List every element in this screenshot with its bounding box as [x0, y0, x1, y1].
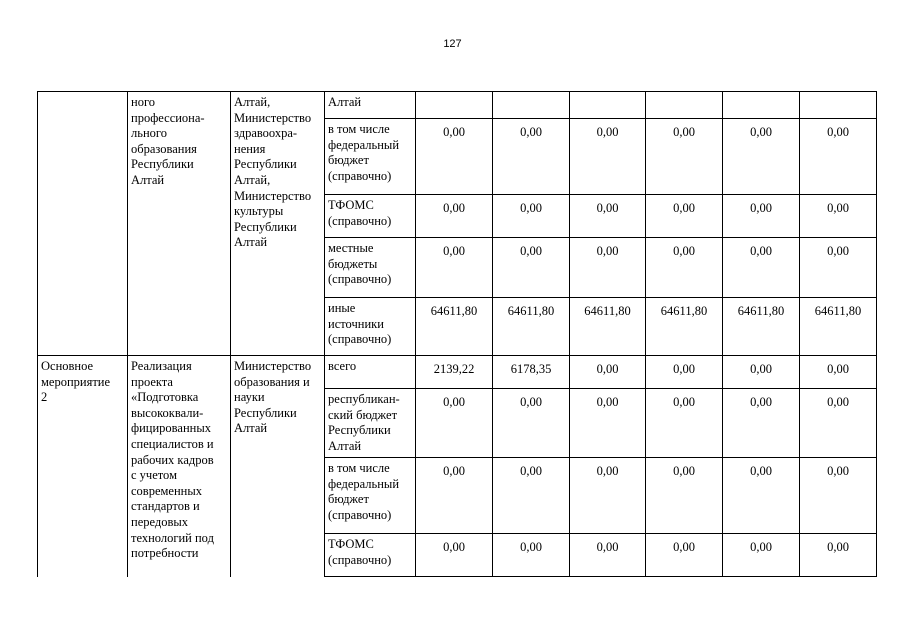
responsible-executor-line: науки [234, 390, 265, 405]
event-name-line: льного [131, 126, 167, 141]
funding-source-line: Алтай [328, 438, 362, 453]
responsible-executor-line: Алтай [234, 421, 268, 436]
amount-cell: 0,00 [493, 195, 570, 238]
amount-cell: 2139,22 [416, 356, 493, 389]
amount-cell: 0,00 [570, 195, 646, 238]
amount-cell: 0,00 [800, 356, 877, 389]
amount-cell: 0,00 [493, 458, 570, 534]
amount-cell: 0,00 [646, 195, 723, 238]
event-name-line: Реализация [131, 359, 192, 373]
funding-source-line: в том числе [328, 122, 390, 136]
responsible-executor-line: здравоохра- [234, 126, 298, 141]
amount-cell: 0,00 [723, 119, 800, 195]
responsible-executor-line: Алтай, [234, 95, 271, 109]
event-name-line: рабочих кадров [131, 452, 214, 467]
event-name-line: Республики [131, 157, 194, 172]
amount-cell: 64611,80 [800, 298, 877, 356]
amount-cell: 0,00 [646, 119, 723, 195]
responsible-executor-line: Министерство [234, 110, 312, 125]
amount-cell: 0,00 [723, 356, 800, 389]
amount-cell: 0,00 [416, 119, 493, 195]
funding-source [325, 356, 416, 389]
amount-cell: 6178,35 [493, 356, 570, 389]
event-label-line: 2 [41, 390, 48, 405]
funding-source-line: ТФОМС [328, 198, 374, 212]
amount-cell: 0,00 [723, 195, 800, 238]
event-name-line: профессиона- [131, 110, 205, 125]
funding-source-line: бюджет [328, 153, 369, 168]
amount-cell [800, 92, 877, 119]
amount-cell: 0,00 [570, 119, 646, 195]
amount-cell: 64611,80 [493, 298, 570, 356]
funding-source [325, 119, 416, 195]
funding-source-line: местные [328, 241, 374, 255]
funding-source-line: республикан- [328, 392, 400, 406]
amount-cell: 0,00 [570, 389, 646, 458]
funding-source-line: федеральный [328, 476, 400, 491]
responsible-executor-line: Министерство [234, 359, 312, 373]
funding-source-line: (справочно) [328, 552, 392, 567]
funding-source [325, 195, 416, 238]
funding-source-line: ТФОМС [328, 537, 374, 551]
amount-cell: 0,00 [646, 458, 723, 534]
event-name-line: технологий под [131, 530, 214, 545]
event-label-line: Основное [41, 359, 94, 373]
amount-cell: 0,00 [723, 534, 800, 577]
amount-cell [570, 92, 646, 119]
event-name-line: современных [131, 483, 202, 498]
funding-source-line: (справочно) [328, 168, 392, 183]
responsible-executor-line: Республики [234, 219, 297, 234]
amount-cell [493, 92, 570, 119]
event-label [38, 92, 128, 356]
table-row [38, 92, 877, 119]
responsible-executor-line: Республики [234, 405, 297, 420]
funding-source-line: федеральный [328, 137, 400, 152]
funding-source [325, 92, 416, 119]
amount-cell: 0,00 [723, 458, 800, 534]
funding-source-line: в том числе [328, 461, 390, 475]
amount-cell: 0,00 [723, 389, 800, 458]
amount-cell: 0,00 [800, 119, 877, 195]
event-name [128, 92, 231, 356]
event-name-line: фицированных [131, 421, 211, 436]
amount-cell [416, 92, 493, 119]
amount-cell: 0,00 [493, 119, 570, 195]
responsible-executor [231, 92, 325, 356]
responsible-executor-line: образования и [234, 374, 310, 389]
amount-cell [723, 92, 800, 119]
amount-cell: 0,00 [800, 195, 877, 238]
amount-cell: 0,00 [493, 389, 570, 458]
funding-source [325, 458, 416, 534]
amount-cell: 0,00 [646, 534, 723, 577]
funding-source-line: (справочно) [328, 507, 392, 522]
amount-cell: 0,00 [416, 534, 493, 577]
event-name-line: высококвали- [131, 405, 204, 420]
funding-source-line: (справочно) [328, 332, 392, 347]
funding-source-line: бюджет [328, 492, 369, 507]
funding-source-line: ский бюджет [328, 407, 398, 422]
budget-table [37, 91, 877, 577]
amount-cell: 64611,80 [416, 298, 493, 356]
amount-cell: 0,00 [800, 238, 877, 298]
amount-cell: 0,00 [570, 238, 646, 298]
amount-cell: 0,00 [493, 534, 570, 577]
amount-cell: 0,00 [646, 389, 723, 458]
funding-source-line: Республики [328, 423, 391, 438]
page-number: 127 [443, 38, 462, 50]
amount-cell: 64611,80 [723, 298, 800, 356]
responsible-executor-line: Министерство [234, 188, 312, 203]
event-label-line: мероприятие [41, 374, 111, 389]
event-name-line: образования [131, 141, 197, 156]
amount-cell: 0,00 [570, 458, 646, 534]
amount-cell: 0,00 [416, 458, 493, 534]
funding-source-line: иные [328, 301, 356, 315]
funding-source [325, 389, 416, 458]
funding-source [325, 238, 416, 298]
amount-cell: 0,00 [646, 238, 723, 298]
event-name-line: «Подготовка [131, 390, 199, 405]
funding-source-line: Алтай [328, 95, 362, 109]
amount-cell: 0,00 [800, 389, 877, 458]
amount-cell: 0,00 [416, 195, 493, 238]
event-name-line: специалистов и [131, 436, 214, 451]
event-name-line: с учетом [131, 468, 177, 483]
funding-source [325, 534, 416, 577]
responsible-executor-line: культуры [234, 204, 284, 219]
event-label [38, 356, 128, 577]
amount-cell: 64611,80 [570, 298, 646, 356]
event-name-line: ного [131, 95, 156, 109]
funding-source-line: (справочно) [328, 213, 392, 228]
amount-cell: 0,00 [570, 534, 646, 577]
event-name-line: проекта [131, 374, 173, 389]
funding-source-line: бюджеты [328, 256, 378, 271]
responsible-executor-line: нения [234, 141, 266, 156]
responsible-executor-line: Алтай, [234, 172, 271, 187]
amount-cell [646, 92, 723, 119]
amount-cell: 0,00 [723, 238, 800, 298]
event-name-line: Алтай [131, 172, 165, 187]
amount-cell: 0,00 [416, 238, 493, 298]
event-name-line: передовых [131, 514, 189, 529]
amount-cell: 64611,80 [646, 298, 723, 356]
amount-cell: 0,00 [416, 389, 493, 458]
amount-cell: 0,00 [800, 458, 877, 534]
event-name-line: стандартов и [131, 499, 200, 514]
event-name-line: потребности [131, 546, 199, 561]
amount-cell: 0,00 [493, 238, 570, 298]
funding-source [325, 298, 416, 356]
funding-source-line: (справочно) [328, 272, 392, 287]
funding-source-line: всего [328, 359, 357, 373]
responsible-executor-line: Республики [234, 157, 297, 172]
funding-source-line: источники [328, 316, 384, 331]
table-row [38, 356, 877, 389]
event-name [128, 356, 231, 577]
responsible-executor-line: Алтай [234, 235, 268, 250]
amount-cell: 0,00 [570, 356, 646, 389]
amount-cell: 0,00 [800, 534, 877, 577]
responsible-executor [231, 356, 325, 577]
amount-cell: 0,00 [646, 356, 723, 389]
